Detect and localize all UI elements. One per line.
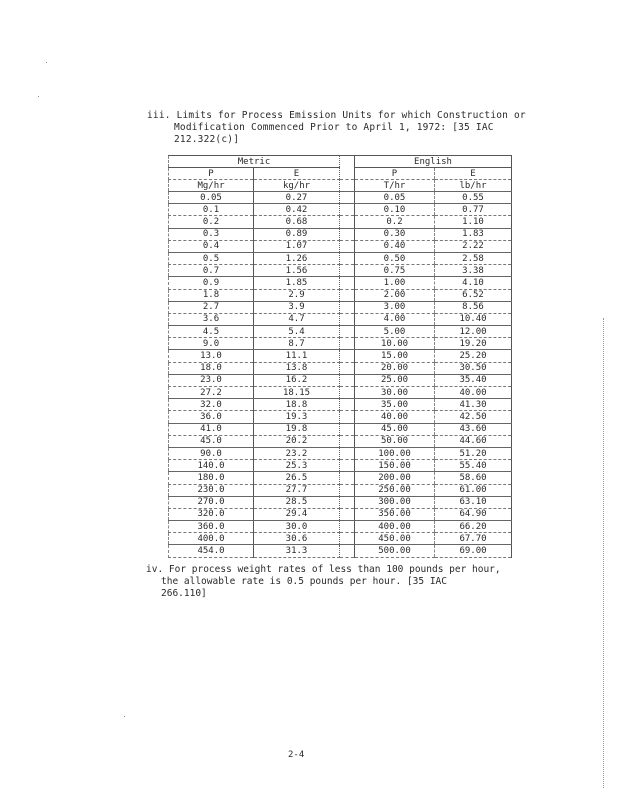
metric-p-cell: 0.1 xyxy=(169,204,254,216)
english-p-cell: 3.00 xyxy=(355,301,435,313)
table-row xyxy=(169,411,512,423)
emission-limits-table xyxy=(168,155,512,558)
scan-speck xyxy=(124,716,125,717)
english-p-cell: 25.00 xyxy=(355,374,435,386)
english-e-cell: 0.77 xyxy=(435,204,512,216)
table-row xyxy=(169,472,512,484)
metric-e-cell: 13.8 xyxy=(254,362,340,374)
metric-header: Metric xyxy=(169,156,340,168)
english-p-cell: 0.10 xyxy=(355,204,435,216)
english-e-cell: 2.22 xyxy=(435,240,512,252)
metric-p-cell: 400.0 xyxy=(169,533,254,545)
metric-p-cell: 3.6 xyxy=(169,313,254,325)
metric-p-cell: 36.0 xyxy=(169,411,254,423)
english-p-cell: 50.00 xyxy=(355,435,435,447)
table-row xyxy=(169,277,512,289)
metric-p-cell: 4.5 xyxy=(169,326,254,338)
english-p-cell: 0.05 xyxy=(355,192,435,204)
metric-e-cell: 0.27 xyxy=(254,192,340,204)
english-p-cell: 250.00 xyxy=(355,484,435,496)
english-e-cell: 58.60 xyxy=(435,472,512,484)
metric-e-cell: 0.68 xyxy=(254,216,340,228)
metric-e-cell: 5.4 xyxy=(254,326,340,338)
metric-p-cell: 0.4 xyxy=(169,240,254,252)
english-p-cell: 30.00 xyxy=(355,387,435,399)
table-row xyxy=(169,399,512,411)
metric-e-cell: 30.0 xyxy=(254,521,340,533)
english-e-cell: 64.90 xyxy=(435,508,512,520)
table-row xyxy=(169,326,512,338)
metric-e-cell: 8.7 xyxy=(254,338,340,350)
english-e-cell: 44.60 xyxy=(435,435,512,447)
metric-p-cell: 180.0 xyxy=(169,472,254,484)
metric-p-cell: 0.7 xyxy=(169,265,254,277)
unit-header-row xyxy=(169,180,512,192)
unit-english-e: lb/hr xyxy=(435,180,512,192)
table-row xyxy=(169,374,512,386)
english-p-cell: 0.2 xyxy=(355,216,435,228)
table-row xyxy=(169,192,512,204)
note-iv xyxy=(146,564,546,600)
metric-e-cell: 31.3 xyxy=(254,545,340,557)
english-p-cell: 45.00 xyxy=(355,423,435,435)
english-e-cell: 67.70 xyxy=(435,533,512,545)
metric-e-cell: 20.2 xyxy=(254,435,340,447)
english-p-cell: 150.00 xyxy=(355,460,435,472)
table-row xyxy=(169,362,512,374)
table-row xyxy=(169,387,512,399)
metric-e-cell: 26.5 xyxy=(254,472,340,484)
note-line-2: the allowable rate is 0.5 pounds per hour. [35 IAC xyxy=(161,576,447,587)
metric-p-cell: 13.0 xyxy=(169,350,254,362)
metric-e-cell: 19.3 xyxy=(254,411,340,423)
english-e-cell: 55.40 xyxy=(435,460,512,472)
heading-line-2: Modification Commenced Prior to April 1, 1972: [35 IAC xyxy=(174,122,494,133)
metric-p-cell: 41.0 xyxy=(169,423,254,435)
table-row xyxy=(169,521,512,533)
metric-e-cell: 1.85 xyxy=(254,277,340,289)
english-p-cell: 100.00 xyxy=(355,447,435,459)
metric-p-cell: 230.0 xyxy=(169,484,254,496)
english-e-cell: 19.20 xyxy=(435,338,512,350)
metric-e-cell: 23.2 xyxy=(254,447,340,459)
unit-metric-p: Mg/hr xyxy=(169,180,254,192)
metric-e-cell: 1.56 xyxy=(254,265,340,277)
english-e-cell: 1.10 xyxy=(435,216,512,228)
metric-p-cell: 45.0 xyxy=(169,435,254,447)
metric-p-cell: 2.7 xyxy=(169,301,254,313)
table-row xyxy=(169,484,512,496)
metric-p-cell: 0.9 xyxy=(169,277,254,289)
metric-e-cell: 19.8 xyxy=(254,423,340,435)
metric-e-cell: 27.7 xyxy=(254,484,340,496)
table-row xyxy=(169,460,512,472)
english-p-cell: 0.50 xyxy=(355,252,435,264)
metric-p-cell: 0.5 xyxy=(169,252,254,264)
english-e-cell: 2.58 xyxy=(435,252,512,264)
english-e-cell: 69.00 xyxy=(435,545,512,557)
metric-p-cell: 18.0 xyxy=(169,362,254,374)
english-p-cell: 0.75 xyxy=(355,265,435,277)
metric-p-cell: 0.2 xyxy=(169,216,254,228)
metric-e-cell: 30.6 xyxy=(254,533,340,545)
english-p-cell: 400.00 xyxy=(355,521,435,533)
note-line-1: iv. For process weight rates of less than 100 pounds per hour, xyxy=(146,564,501,575)
english-e-cell: 25.20 xyxy=(435,350,512,362)
english-e-cell: 0.55 xyxy=(435,192,512,204)
english-e-cell: 4.10 xyxy=(435,277,512,289)
english-p-cell: 4.00 xyxy=(355,313,435,325)
scan-speck xyxy=(46,62,47,63)
symbol-english-e: E xyxy=(435,168,512,180)
english-p-cell: 40.00 xyxy=(355,411,435,423)
metric-e-cell: 16.2 xyxy=(254,374,340,386)
metric-p-cell: 1.8 xyxy=(169,289,254,301)
table-body xyxy=(169,192,512,558)
english-e-cell: 3.38 xyxy=(435,265,512,277)
english-p-cell: 0.30 xyxy=(355,228,435,240)
english-e-cell: 10.40 xyxy=(435,313,512,325)
metric-p-cell: 0.3 xyxy=(169,228,254,240)
english-e-cell: 42.50 xyxy=(435,411,512,423)
english-p-cell: 35.00 xyxy=(355,399,435,411)
english-p-cell: 350.00 xyxy=(355,508,435,520)
english-e-cell: 1.83 xyxy=(435,228,512,240)
english-e-cell: 61.00 xyxy=(435,484,512,496)
metric-e-cell: 1.26 xyxy=(254,252,340,264)
metric-p-cell: 9.0 xyxy=(169,338,254,350)
unit-english-p: T/hr xyxy=(355,180,435,192)
heading-line-1: iii. Limits for Process Emission Units for which Construction or xyxy=(147,110,526,121)
table-row xyxy=(169,265,512,277)
english-header: English xyxy=(355,156,512,168)
english-p-cell: 15.00 xyxy=(355,350,435,362)
english-p-cell: 450.00 xyxy=(355,533,435,545)
metric-e-cell: 3.9 xyxy=(254,301,340,313)
metric-p-cell: 360.0 xyxy=(169,521,254,533)
table-row xyxy=(169,216,512,228)
metric-e-cell: 1.07 xyxy=(254,240,340,252)
symbol-metric-e: E xyxy=(254,168,340,180)
table-row xyxy=(169,533,512,545)
table-row xyxy=(169,447,512,459)
metric-e-cell: 0.89 xyxy=(254,228,340,240)
metric-p-cell: 23.0 xyxy=(169,374,254,386)
english-e-cell: 63.10 xyxy=(435,496,512,508)
metric-p-cell: 270.0 xyxy=(169,496,254,508)
metric-e-cell: 29.4 xyxy=(254,508,340,520)
metric-p-cell: 32.0 xyxy=(169,399,254,411)
note-line-3: 266.110] xyxy=(161,588,207,599)
scan-edge-mark xyxy=(603,318,605,788)
metric-e-cell: 11.1 xyxy=(254,350,340,362)
metric-p-cell: 140.0 xyxy=(169,460,254,472)
english-p-cell: 200.00 xyxy=(355,472,435,484)
table-row xyxy=(169,301,512,313)
table-row xyxy=(169,350,512,362)
symbol-header-row xyxy=(169,168,512,180)
metric-p-cell: 320.0 xyxy=(169,508,254,520)
metric-e-cell: 4.7 xyxy=(254,313,340,325)
table-row xyxy=(169,423,512,435)
english-p-cell: 2.00 xyxy=(355,289,435,301)
symbol-english-p: P xyxy=(355,168,435,180)
english-p-cell: 1.00 xyxy=(355,277,435,289)
english-e-cell: 6.52 xyxy=(435,289,512,301)
table-row xyxy=(169,240,512,252)
english-p-cell: 5.00 xyxy=(355,326,435,338)
english-e-cell: 41.30 xyxy=(435,399,512,411)
table-row xyxy=(169,496,512,508)
table-row xyxy=(169,435,512,447)
english-e-cell: 30.50 xyxy=(435,362,512,374)
english-e-cell: 43.60 xyxy=(435,423,512,435)
metric-e-cell: 18.8 xyxy=(254,399,340,411)
table-row xyxy=(169,313,512,325)
metric-e-cell: 2.9 xyxy=(254,289,340,301)
english-e-cell: 35.40 xyxy=(435,374,512,386)
english-p-cell: 500.00 xyxy=(355,545,435,557)
limits-heading xyxy=(147,110,527,146)
group-header-row xyxy=(169,156,512,168)
metric-p-cell: 90.0 xyxy=(169,447,254,459)
scan-speck xyxy=(38,96,39,97)
table-row xyxy=(169,204,512,216)
english-e-cell: 12.00 xyxy=(435,326,512,338)
table-row xyxy=(169,252,512,264)
heading-line-3: 212.322(c)] xyxy=(174,134,240,145)
symbol-metric-p: P xyxy=(169,168,254,180)
metric-e-cell: 0.42 xyxy=(254,204,340,216)
english-p-cell: 300.00 xyxy=(355,496,435,508)
english-e-cell: 66.20 xyxy=(435,521,512,533)
english-e-cell: 40.00 xyxy=(435,387,512,399)
metric-p-cell: 27.2 xyxy=(169,387,254,399)
unit-metric-e: kg/hr xyxy=(254,180,340,192)
table-row xyxy=(169,508,512,520)
metric-e-cell: 28.5 xyxy=(254,496,340,508)
metric-p-cell: 454.0 xyxy=(169,545,254,557)
table-row xyxy=(169,545,512,557)
english-p-cell: 20.00 xyxy=(355,362,435,374)
metric-p-cell: 0.05 xyxy=(169,192,254,204)
table-row xyxy=(169,289,512,301)
english-p-cell: 10.00 xyxy=(355,338,435,350)
english-p-cell: 0.40 xyxy=(355,240,435,252)
page-number: 2-4 xyxy=(288,750,305,760)
table-row xyxy=(169,338,512,350)
metric-e-cell: 18.15 xyxy=(254,387,340,399)
english-e-cell: 8.56 xyxy=(435,301,512,313)
table-row xyxy=(169,228,512,240)
english-e-cell: 51.20 xyxy=(435,447,512,459)
metric-e-cell: 25.3 xyxy=(254,460,340,472)
